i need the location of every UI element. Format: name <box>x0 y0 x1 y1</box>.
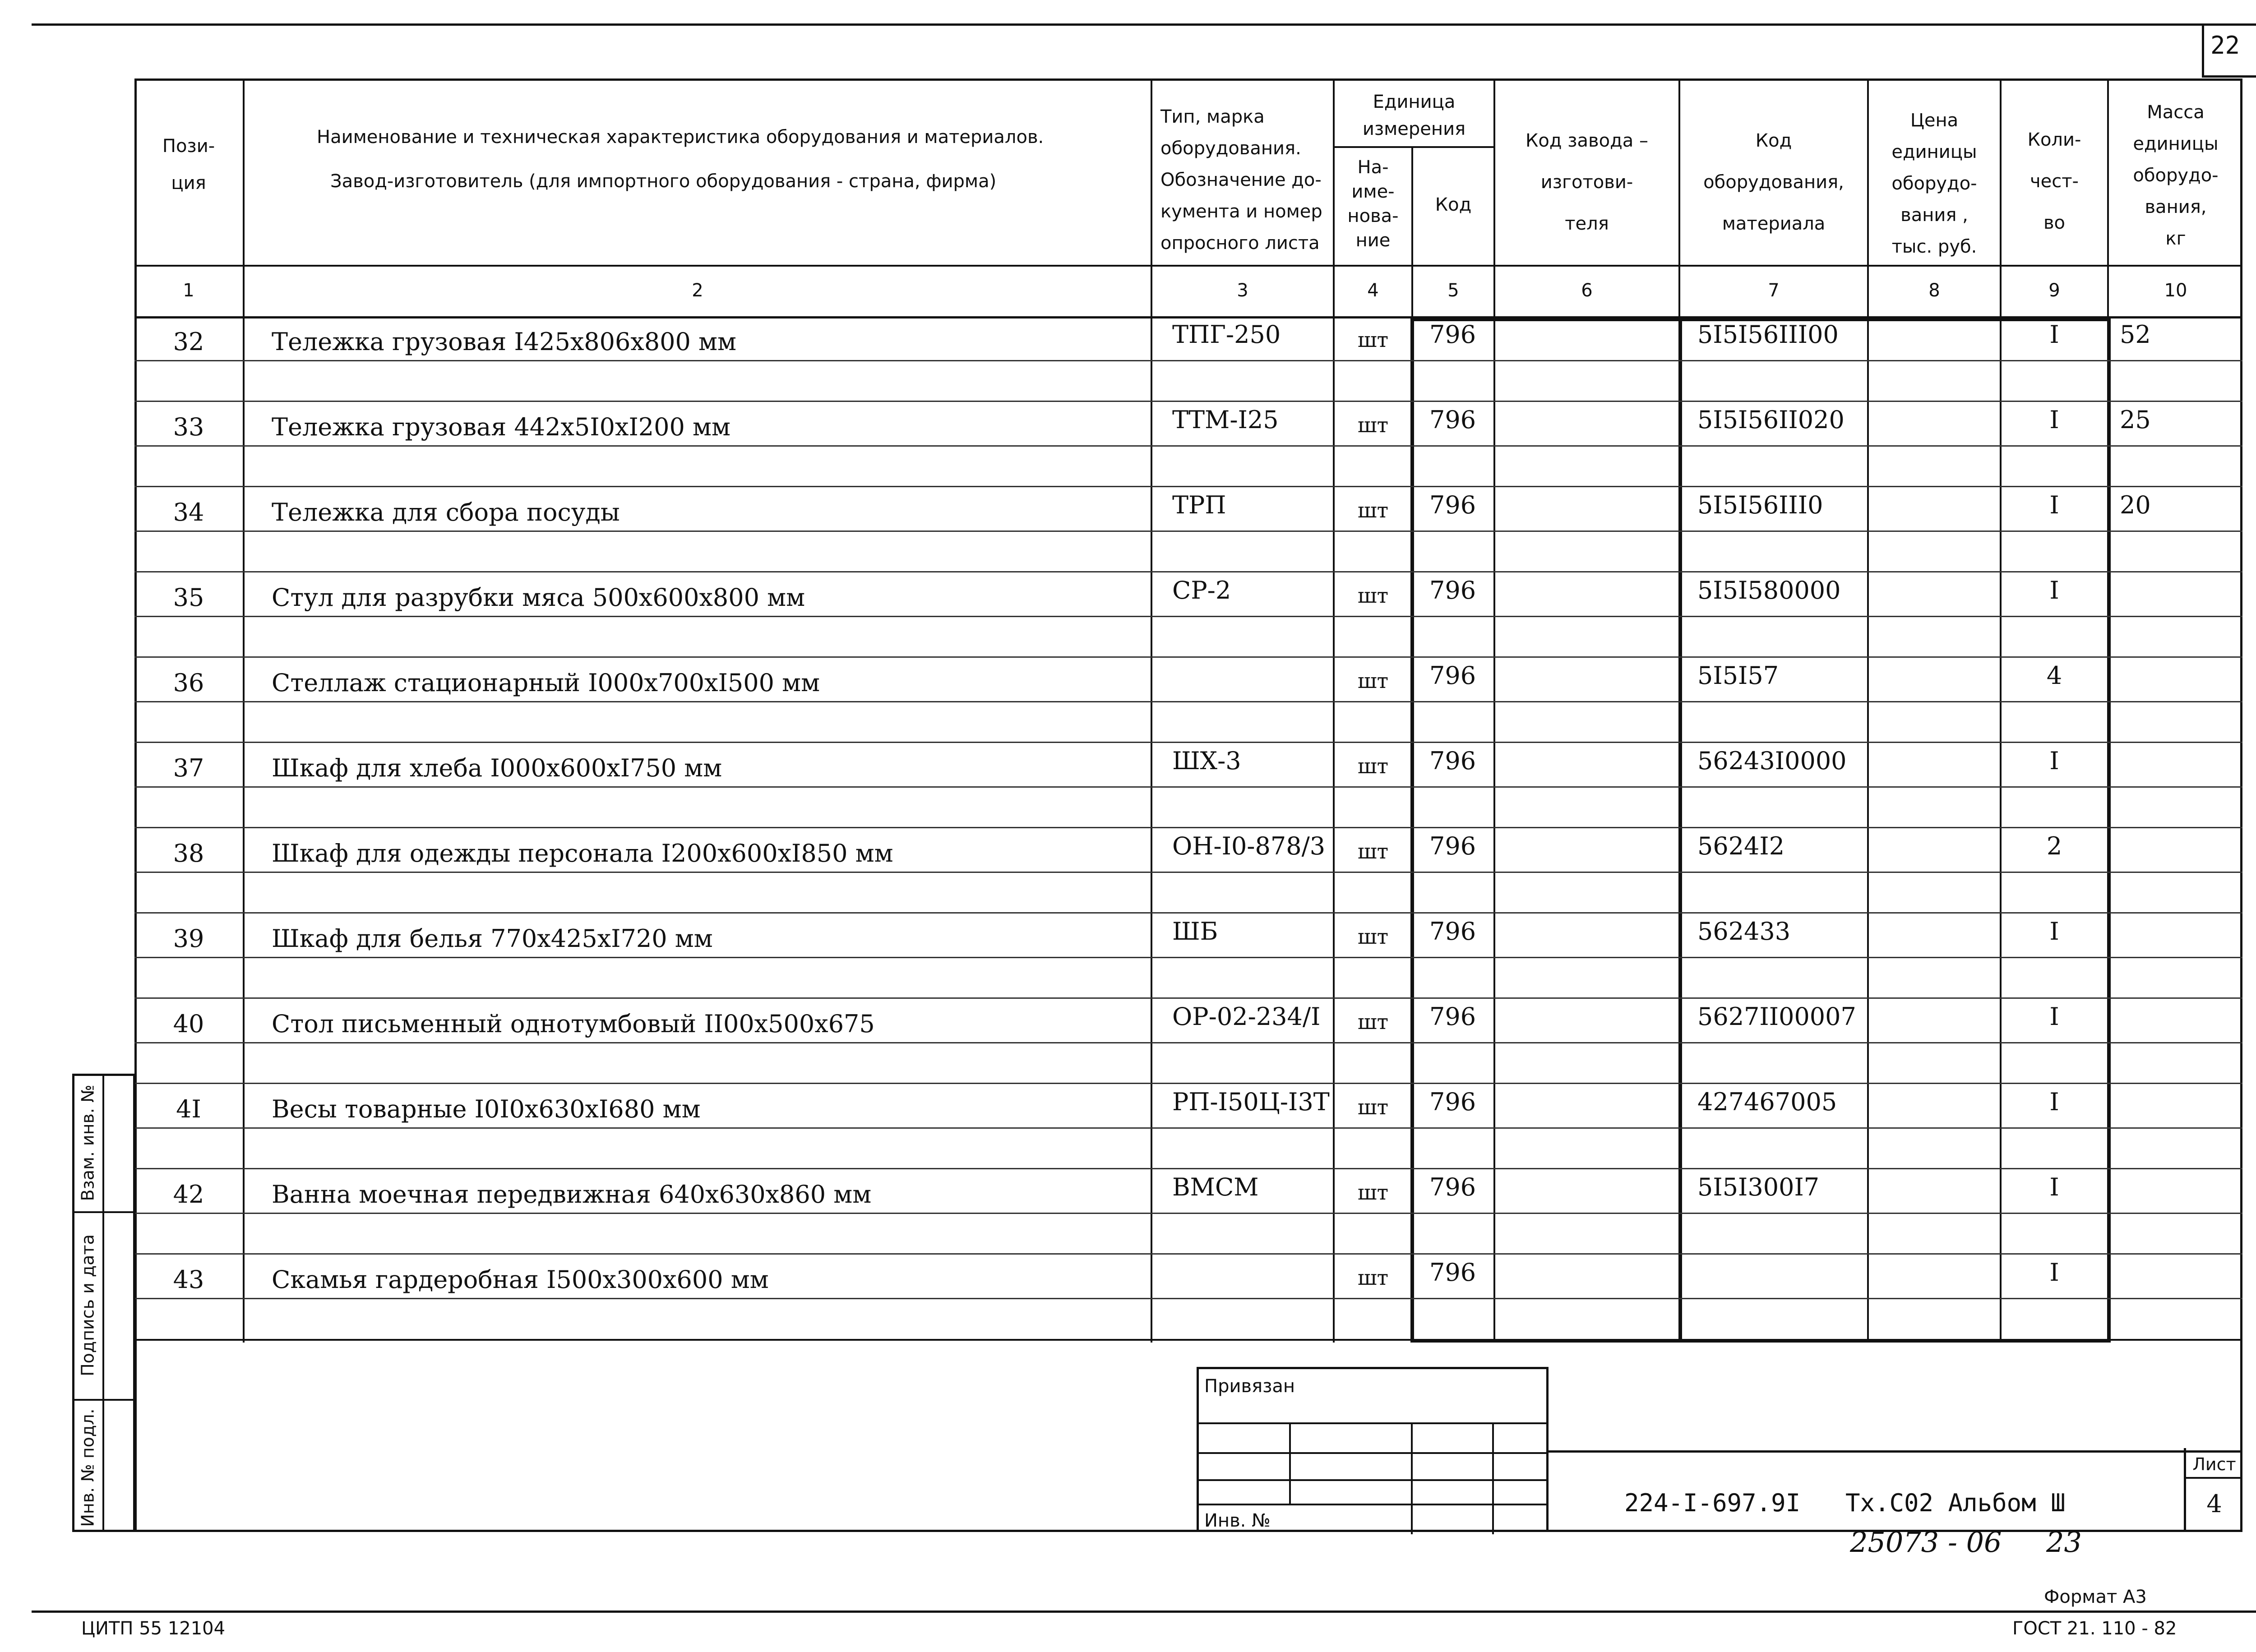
col-num-9: 9 <box>2048 280 2060 301</box>
col-num-7: 7 <box>1768 280 1780 301</box>
cell-pos: 37 <box>173 754 204 782</box>
cell-pos: 35 <box>173 583 204 612</box>
cell-pos: 38 <box>173 839 204 868</box>
cell-pos: 43 <box>173 1265 204 1294</box>
col-num-5: 5 <box>1447 280 1459 301</box>
row-divider <box>134 1083 2242 1084</box>
row-divider <box>134 742 2242 743</box>
row-divider <box>134 701 2242 702</box>
cell-equip: 5627II00007 <box>1697 1002 1856 1031</box>
cell-qty: I <box>2049 1088 2059 1116</box>
cell-code: 796 <box>1429 1258 1476 1287</box>
footer-gost: ГОСТ 21. 110 - 82 <box>2012 1618 2177 1639</box>
col-title-position: Пози- ция <box>162 136 215 194</box>
cell-qty: 4 <box>2046 661 2062 690</box>
row-divider <box>134 531 2242 532</box>
cell-pos: 4I <box>176 1095 201 1123</box>
row-divider <box>134 486 2242 487</box>
cell-name: Шкаф для одежды персонала I200x600xI850 мм <box>272 839 893 868</box>
stamp-privyazan-label: Привязан <box>1204 1376 1295 1397</box>
cell-qty: I <box>2049 406 2059 434</box>
cell-equip: 56243I0000 <box>1697 747 1847 775</box>
cell-type: ВМСМ <box>1172 1173 1259 1201</box>
cell-name: Стул для разрубки мяса 500x600x800 мм <box>272 583 805 612</box>
cell-code: 796 <box>1429 747 1476 775</box>
cell-mass: 52 <box>2120 320 2151 349</box>
col-title-quantity: Коли- чест- во <box>2027 129 2081 233</box>
cell-type: ТПГ-250 <box>1172 320 1281 349</box>
cell-equip: 5I5I300I7 <box>1697 1173 1820 1201</box>
cell-unit: шт <box>1357 754 1389 778</box>
cell-unit: шт <box>1357 1010 1389 1034</box>
cell-qty: I <box>2049 747 2059 775</box>
col-title-unit-name: На- име- нова- ние <box>1347 157 1399 251</box>
cell-equip: 5I5I57 <box>1697 661 1779 690</box>
stamp-inv-no: Инв. № <box>1204 1510 1271 1531</box>
row-divider <box>134 656 2242 658</box>
col-num-3: 3 <box>1237 280 1248 301</box>
col-num-10: 10 <box>2164 280 2187 301</box>
cell-pos: 33 <box>173 413 204 441</box>
cell-name: Скамья гардеробная I500x300x600 мм <box>272 1265 769 1294</box>
cell-code: 796 <box>1429 406 1476 434</box>
cell-pos: 42 <box>173 1180 204 1209</box>
cell-type: ТРП <box>1172 491 1226 519</box>
col-title-name: Наименование и техническая характеристика оборудования и материалов. Завод-изготовитель (для импортного оборудования - страна, фирма) <box>317 127 1044 192</box>
cell-qty: I <box>2049 491 2059 519</box>
cell-pos: 39 <box>173 924 204 953</box>
cell-type: РП-I50Ц-I3Т <box>1172 1088 1330 1116</box>
cell-type: ШХ-3 <box>1172 747 1241 775</box>
footer-cipp: ЦИТП 55 12104 <box>81 1618 226 1639</box>
cell-mass: 20 <box>2120 491 2151 519</box>
col-title-price: Цена единицы оборудо- вания , тыс. руб. <box>1891 110 1977 257</box>
stamp-doc-suffix: Тх.С02 Альбом Ш <box>1845 1489 2066 1517</box>
side-label-podpis-data: Подпись и дата <box>78 1234 98 1376</box>
cell-unit: шт <box>1357 1095 1389 1119</box>
row-divider <box>134 1127 2242 1129</box>
top-border-line <box>32 23 2256 26</box>
stamp-doc-code: 224-I-697.9I <box>1624 1489 1801 1517</box>
cell-unit: шт <box>1357 498 1389 522</box>
cell-equip: 5I5I56III00 <box>1697 320 1839 349</box>
cell-type: ТТМ-I25 <box>1172 406 1279 434</box>
cell-qty: I <box>2049 1258 2059 1287</box>
cell-name: Шкаф для хлеба I000x600xI750 мм <box>272 754 722 782</box>
row-divider <box>134 1213 2242 1214</box>
row-divider <box>134 1042 2242 1043</box>
row-divider <box>134 445 2242 447</box>
cell-code: 796 <box>1429 320 1476 349</box>
cell-code: 796 <box>1429 832 1476 860</box>
cell-qty: I <box>2049 576 2059 605</box>
cell-type: СР-2 <box>1172 576 1231 605</box>
col-title-equip-code: Код оборудования, материала <box>1703 130 1844 234</box>
cell-code: 796 <box>1429 1173 1476 1201</box>
cell-pos: 34 <box>173 498 204 526</box>
cell-unit: шт <box>1357 839 1389 863</box>
cell-unit: шт <box>1357 328 1389 352</box>
side-strip <box>72 1074 135 1532</box>
cell-unit: шт <box>1357 1265 1389 1290</box>
cell-name: Весы товарные I0I0x630xI680 мм <box>272 1095 701 1123</box>
cell-name: Ванна моечная передвижная 640x630x860 мм <box>272 1180 872 1209</box>
cell-type: ОР-02-234/I <box>1172 1002 1321 1031</box>
cell-unit: шт <box>1357 669 1389 693</box>
row-divider <box>134 997 2242 999</box>
stamp-list-label: Лист <box>2192 1454 2236 1474</box>
side-label-vzam-inv: Взам. инв. № <box>78 1084 98 1201</box>
cell-type: ОН-I0-878/3 <box>1172 832 1326 860</box>
cell-name: Тележка для сбора посуды <box>272 498 620 526</box>
cell-code: 796 <box>1429 491 1476 519</box>
cell-code: 796 <box>1429 1088 1476 1116</box>
col-num-6: 6 <box>1581 280 1593 301</box>
row-divider <box>134 872 2242 873</box>
cell-code: 796 <box>1429 576 1476 605</box>
cell-equip: 562433 <box>1697 917 1791 946</box>
table-header <box>134 78 2242 301</box>
col-title-plant-code: Код завода – изготови- теля <box>1526 130 1648 234</box>
stamp-list-number: 4 <box>2206 1490 2222 1518</box>
row-divider <box>134 912 2242 914</box>
cell-equip: 5624I2 <box>1697 832 1785 860</box>
stamp-privyazan <box>1197 1367 1549 1532</box>
col-num-2: 2 <box>692 280 703 301</box>
cell-name: Шкаф для белья 770x425xI720 мм <box>272 924 713 953</box>
col-num-1: 1 <box>183 280 194 301</box>
row-divider <box>134 571 2242 572</box>
row-divider <box>134 1168 2242 1169</box>
row-divider <box>134 1298 2242 1299</box>
cell-unit: шт <box>1357 924 1389 949</box>
cell-pos: 36 <box>173 669 204 697</box>
cell-pos: 40 <box>173 1010 204 1038</box>
cell-equip: 5I5I56II020 <box>1697 406 1845 434</box>
cell-unit: шт <box>1357 583 1389 608</box>
cell-name: Тележка грузовая 442x5I0xI200 мм <box>272 413 731 441</box>
row-divider <box>134 827 2242 828</box>
cell-code: 796 <box>1429 1002 1476 1031</box>
cell-unit: шт <box>1357 1180 1389 1204</box>
side-label-inv-podl: Инв. № подл. <box>78 1408 98 1527</box>
row-divider <box>134 786 2242 788</box>
row-divider <box>134 360 2242 361</box>
cell-name: Стол письменный однотумбовый II00x500x675 <box>272 1010 875 1038</box>
cell-qty: 2 <box>2046 832 2062 860</box>
cell-name: Тележка грузовая I425x806x800 мм <box>272 328 737 356</box>
cell-code: 796 <box>1429 917 1476 946</box>
row-divider <box>134 616 2242 617</box>
cell-equip: 5I5I580000 <box>1697 576 1841 605</box>
cell-qty: I <box>2049 1173 2059 1201</box>
cell-equip: 427467005 <box>1697 1088 1837 1116</box>
cell-qty: I <box>2049 1002 2059 1031</box>
row-divider <box>134 401 2242 402</box>
cell-mass: 25 <box>2120 406 2151 434</box>
cell-qty: I <box>2049 320 2059 349</box>
footer-format: Формат А3 <box>2044 1587 2147 1607</box>
col-title-mass: Масса единицы оборудо- вания, кг <box>2133 102 2219 249</box>
col-title-type: Тип, марка оборудования. Обозначение до- кумента и номер опросного листа <box>1160 106 1322 254</box>
cell-name: Стеллаж стационарный I000x700xI500 мм <box>272 669 820 697</box>
col-num-8: 8 <box>1928 280 1940 301</box>
handwritten-number: 25073 - 06 23 <box>1850 1526 2082 1559</box>
stamp-list-box <box>2184 1448 2245 1532</box>
bottom-border-line <box>32 1610 2256 1613</box>
corner-number-box <box>2202 26 2256 78</box>
corner-sheet-number: 22 <box>2210 31 2240 60</box>
cell-type: ШБ <box>1172 917 1218 946</box>
cell-pos: 32 <box>173 328 204 356</box>
cell-code: 796 <box>1429 661 1476 690</box>
col-num-4: 4 <box>1367 280 1379 301</box>
col-group-unit: Единица измерения <box>1362 92 1466 139</box>
cell-qty: I <box>2049 917 2059 946</box>
row-divider <box>134 957 2242 958</box>
cell-equip: 5I5I56III0 <box>1697 491 1823 519</box>
cell-unit: шт <box>1357 413 1389 437</box>
col-title-unit-code: Код <box>1435 194 1472 215</box>
row-divider <box>134 1253 2242 1255</box>
